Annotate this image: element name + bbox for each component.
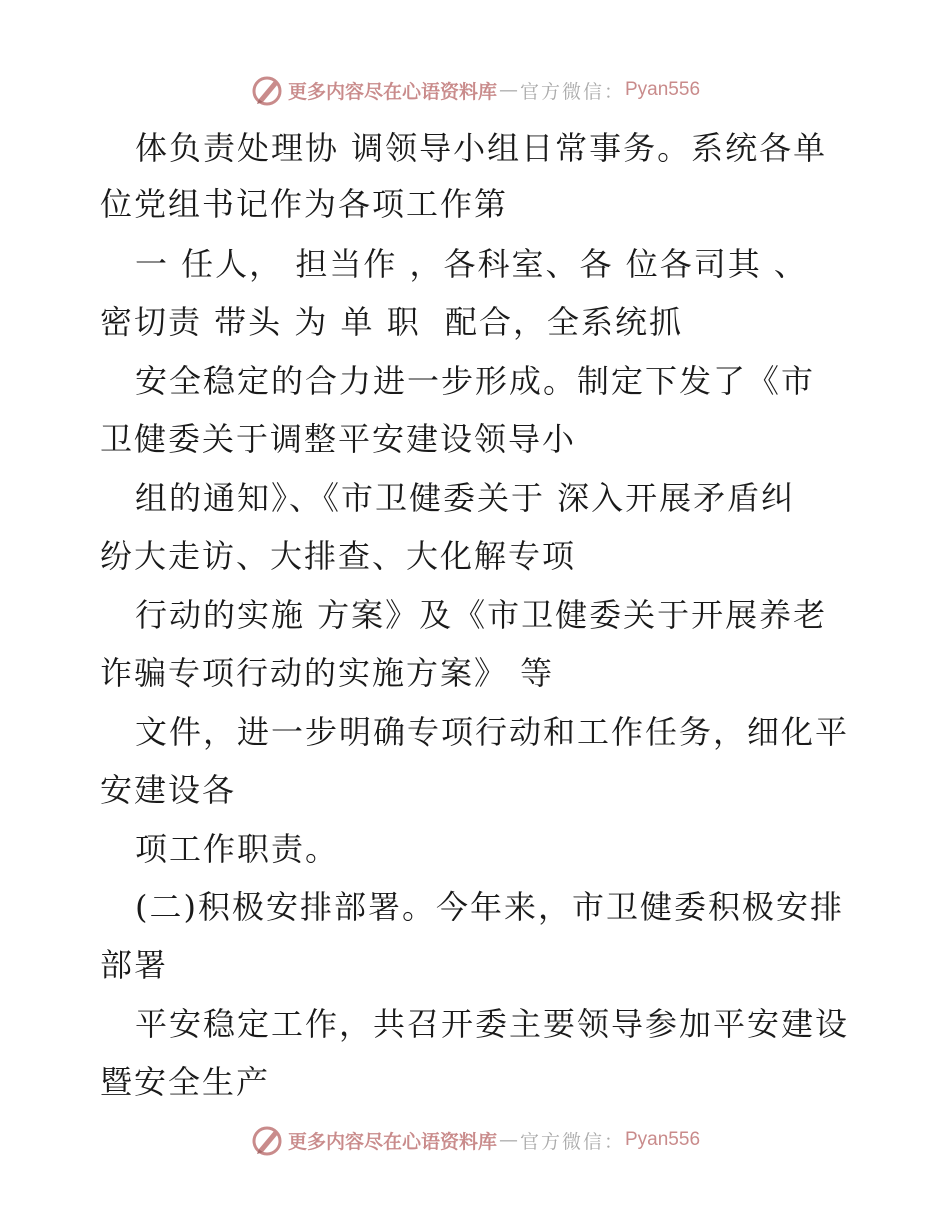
body-line: 安全稳定的合力进一步形成。制定下发了《市 [135,362,816,400]
body-line: 平安稳定工作，共召开委主要领导参加平安建设 [135,1005,850,1043]
body-line: 行动的实施 方案》及《市卫健委关于开展养老 [135,596,828,634]
body-line: 项工作职责。 [135,830,340,868]
body-line: 组的通知》、《市卫健委关于 深入开展矛盾纠 [135,479,796,517]
body-line: 位党组书记作为各项工作第 [100,185,509,223]
watermark-dash: — [498,79,518,101]
body-line: 部署 [100,946,169,984]
header-watermark [0,70,950,110]
footer-watermark [0,1120,950,1160]
watermark-id: Pyan556 [625,1129,701,1150]
body-line: 密切责 带头 为 单 职 配合，全系统抓 [100,303,684,341]
body-line: (二)积极安排部署。今年来，市卫健委积极安排 [135,888,844,926]
watermark-sub-text: 官方微信： [519,80,625,103]
body-line: 文件，进一步明确专项行动和工作任务，细化平 [135,713,850,751]
body-line: 安建设各 [100,771,237,809]
watermark-dash: — [498,1129,518,1151]
watermark-main-text: 更多内容尽在心语资料库 [287,1130,497,1153]
body-line: 暨安全生产 [100,1063,271,1101]
body-line: 体负责处理协 调领导小组日常事务。系统各单 [135,129,828,167]
body-line: 诈骗专项行动的实施方案》 等 [100,654,555,692]
body-line: 卫健委关于调整平安建设领导小 [100,420,577,458]
body-line: 一 任人， 担当作 ，各科室、各 位各司其 、 [135,245,808,283]
pen-logo-icon [250,73,284,107]
watermark-sub-text: 官方微信： [519,1130,625,1153]
pen-logo-icon [250,1123,284,1157]
watermark-main-text: 更多内容尽在心语资料库 [287,80,497,103]
watermark-id: Pyan556 [625,79,701,100]
body-line: 纷大走访、大排查、大化解专项 [100,537,577,575]
